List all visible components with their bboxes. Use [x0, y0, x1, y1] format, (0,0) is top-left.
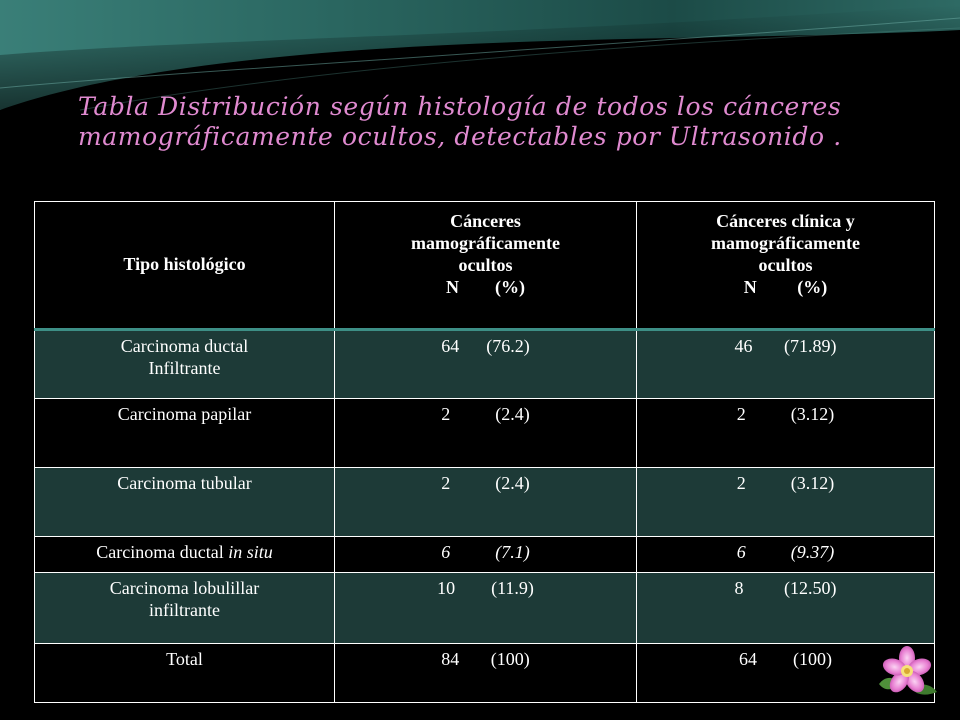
cell-clinical-occult: 8 (12.50) — [637, 573, 935, 644]
cell-clinical-occult: 64 (100) — [637, 644, 935, 703]
table-row — [35, 537, 935, 573]
table-row — [35, 644, 935, 703]
cell-occult: 6 (7.1) — [335, 537, 637, 573]
pink-flower-icon — [873, 644, 941, 700]
cell-type: Total — [35, 644, 335, 703]
cell-occult: 2 (2.4) — [335, 468, 637, 537]
table-header-row — [35, 202, 935, 330]
cell-occult: 64 (76.2) — [335, 330, 637, 399]
histology-table — [34, 201, 935, 703]
header-histologic-type: Tipo histológico — [35, 202, 335, 330]
cell-type: Carcinoma ductal in situ — [35, 537, 335, 573]
cell-clinical-occult: 2 (3.12) — [637, 399, 935, 468]
slide-title — [78, 92, 938, 152]
slide-title-line-1: Tabla Distribución según histología de todos los cánceres — [78, 92, 842, 121]
cell-type: Carcinoma tubular — [35, 468, 335, 537]
table-row — [35, 330, 935, 399]
cell-clinical-occult: 6 (9.37) — [637, 537, 935, 573]
table-row — [35, 468, 935, 537]
cell-occult: 84 (100) — [335, 644, 637, 703]
cell-type: Carcinoma lobulillar infiltrante — [35, 573, 335, 644]
cell-type: Carcinoma papilar — [35, 399, 335, 468]
cell-clinical-occult: 2 (3.12) — [637, 468, 935, 537]
cell-occult: 2 (2.4) — [335, 399, 637, 468]
cell-occult: 10 (11.9) — [335, 573, 637, 644]
table-row — [35, 573, 935, 644]
header-clinical-and-mammographically-occult: Cánceres clínica y mamográficamente ocultos N (%) — [637, 202, 935, 330]
header-mammographically-occult: Cánceres mamográficamente ocultos N (%) — [335, 202, 637, 330]
cell-type: Carcinoma ductal Infiltrante — [35, 330, 335, 399]
table-row — [35, 399, 935, 468]
slide-title-line-2: mamográficamente ocultos, detectables por Ultrasonido . — [78, 122, 842, 151]
cell-clinical-occult: 46 (71.89) — [637, 330, 935, 399]
